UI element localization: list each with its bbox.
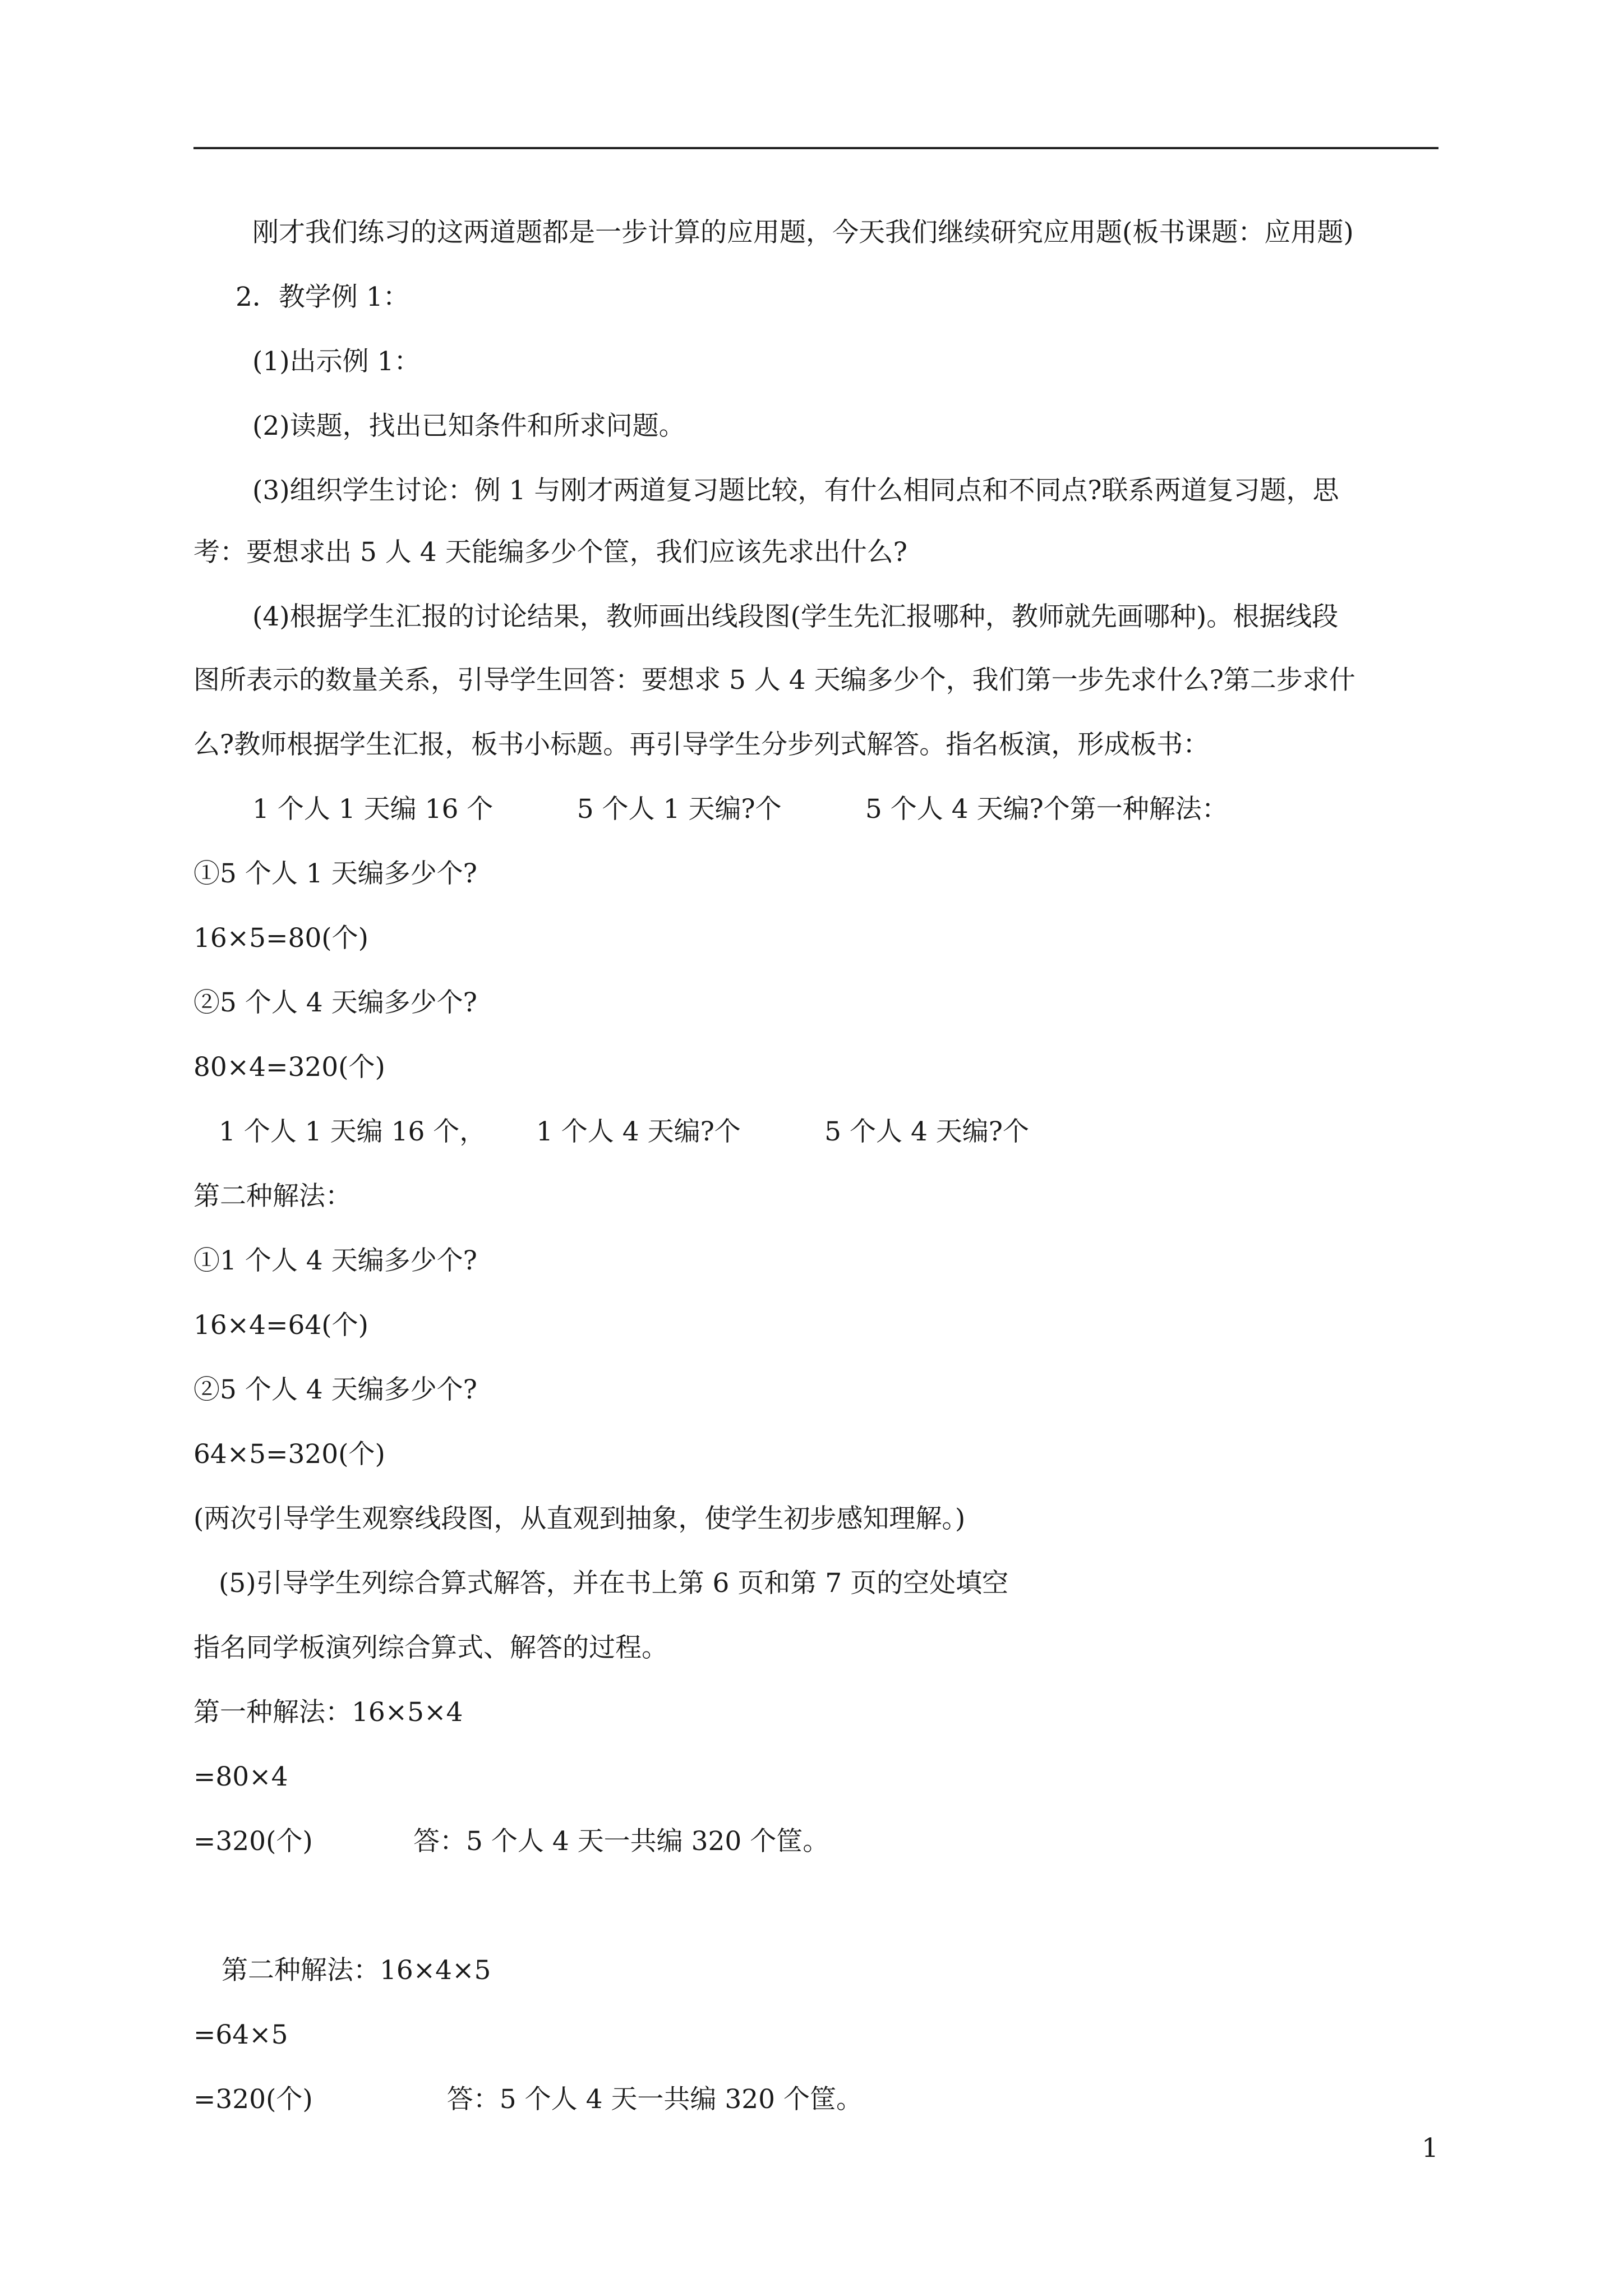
- text-line: ②5 个人 4 天编多少个?: [193, 1374, 477, 1405]
- header-rule: [193, 147, 1438, 149]
- text-line: 80×4=320(个): [193, 1052, 385, 1083]
- text-line: 考：要想求出 5 人 4 天能编多少个筐，我们应该先求出什么?: [193, 537, 907, 568]
- text-line: 指名同学板演列综合算式、解答的过程。: [193, 1632, 668, 1663]
- text-line: 么?教师根据学生汇报，板书小标题。再引导学生分步列式解答。指名板演，形成板书：: [193, 729, 1210, 760]
- text-line: 第二种解法：16×4×5: [222, 1955, 491, 1986]
- text-line: 第一种解法：16×5×4: [193, 1697, 463, 1728]
- text-line: 2．教学例 1：: [236, 282, 409, 312]
- text-line: (5)引导学生列综合算式解答，并在书上第 6 页和第 7 页的空处填空: [219, 1568, 1009, 1599]
- text-line: =320(个) 答：5 个人 4 天一共编 320 个筐。: [193, 2084, 863, 2115]
- text-line: =64×5: [193, 2019, 288, 2050]
- text-line: =80×4: [193, 1761, 288, 1792]
- text-line: ①1 个人 4 天编多少个?: [193, 1245, 477, 1276]
- text-line: (两次引导学生观察线段图，从直观到抽象，使学生初步感知理解。): [193, 1503, 966, 1534]
- text-line: =320(个) 答：5 个人 4 天一共编 320 个筐。: [193, 1826, 829, 1857]
- text-line: ①5 个人 1 天编多少个?: [193, 858, 477, 889]
- text-line: (4)根据学生汇报的讨论结果，教师画出线段图(学生先汇报哪种，教师就先画哪种)。根据线段: [252, 601, 1339, 632]
- text-line: 刚才我们练习的这两道题都是一步计算的应用题，今天我们继续研究应用题(板书课题：应用题): [252, 217, 1354, 248]
- text-line: (3)组织学生讨论：例 1 与刚才两道复习题比较，有什么相同点和不同点?联系两道复习题，思: [252, 475, 1339, 506]
- text-line: 16×5=80(个): [193, 923, 368, 954]
- text-line: 1 个人 1 天编 16 个 5 个人 1 天编?个 5 个人 4 天编?个第一种解法：: [252, 794, 1228, 825]
- text-line: 第二种解法：: [193, 1181, 352, 1212]
- text-line: ②5 个人 4 天编多少个?: [193, 987, 477, 1018]
- text-line: 1 个人 1 天编 16 个， 1 个人 4 天编?个 5 个人 4 天编?个: [219, 1116, 1029, 1147]
- text-line: 图所表示的数量关系，引导学生回答：要想求 5 人 4 天编多少个，我们第一步先求什么?第二步求什: [193, 665, 1355, 696]
- text-line: 16×4=64(个): [193, 1310, 368, 1341]
- page-number: 1: [1422, 2133, 1438, 2164]
- text-line: 64×5=320(个): [193, 1439, 385, 1470]
- text-line: (1)出示例 1：: [252, 346, 421, 377]
- text-line: (2)读题，找出已知条件和所求问题。: [252, 411, 685, 441]
